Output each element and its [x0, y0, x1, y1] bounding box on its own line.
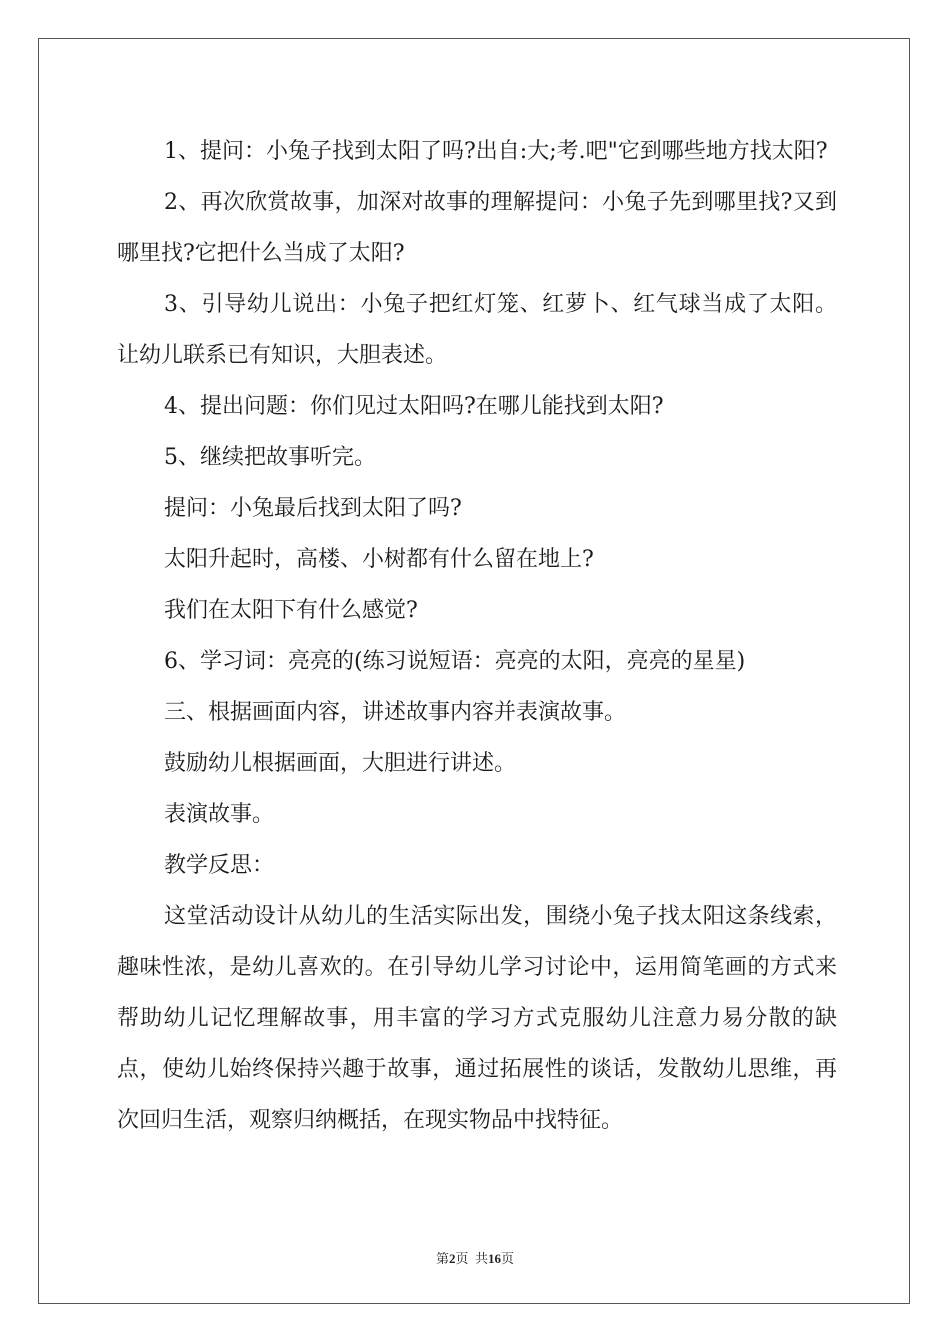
document-body — [117, 126, 837, 1146]
paragraph: 1、提问：小兔子找到太阳了吗?出自:大;考.吧"它到哪些地方找太阳? — [164, 139, 828, 164]
paragraph: 表演故事。 — [164, 802, 275, 827]
paragraph: 教学反思： — [164, 853, 275, 878]
paragraph: 4、提出问题：你们见过太阳吗?在哪儿能找到太阳? — [164, 394, 664, 419]
paragraph: 2、再次欣赏故事，加深对故事的理解提问：小兔子先到哪里找?又到哪里找?它把什么当成了太阳? — [117, 190, 837, 266]
paragraph: 太阳升起时，高楼、小树都有什么留在地上? — [164, 547, 594, 572]
paragraph: 提问：小兔最后找到太阳了吗? — [164, 496, 462, 521]
paragraph: 6、学习词：亮亮的(练习说短语：亮亮的太阳，亮亮的星星) — [164, 649, 746, 674]
paragraph: 我们在太阳下有什么感觉? — [164, 598, 418, 623]
footer-prefix: 第 — [435, 1251, 449, 1266]
current-page-number: 2 — [448, 1251, 456, 1266]
paragraph: 三、根据画面内容，讲述故事内容并表演故事。 — [164, 700, 627, 725]
paragraph: 5、继续把故事听完。 — [164, 445, 376, 470]
total-pages-number: 16 — [488, 1251, 501, 1266]
page-footer — [0, 1248, 950, 1267]
footer-mid: 页 共 — [455, 1251, 488, 1266]
paragraph: 这堂活动设计从幼儿的生活实际出发，围绕小兔子找太阳这条线索，趣味性浓，是幼儿喜欢的。在引导幼儿学习讨论中，运用简笔画的方式来帮助幼儿记忆理解故事，用丰富的学习方式克服幼儿注意力易分散的缺点，使幼儿始终保持兴趣于故事，通过拓展性的谈话，发散幼儿思维，再次回归生活，观察归纳概括，在现实物品中找特征。 — [117, 904, 837, 1133]
footer-suffix: 页 — [501, 1251, 515, 1266]
paragraph: 3、引导幼儿说出：小兔子把红灯笼、红萝卜、红气球当成了太阳。让幼儿联系已有知识，大胆表述。 — [117, 292, 837, 368]
paragraph: 鼓励幼儿根据画面，大胆进行讲述。 — [164, 751, 517, 776]
